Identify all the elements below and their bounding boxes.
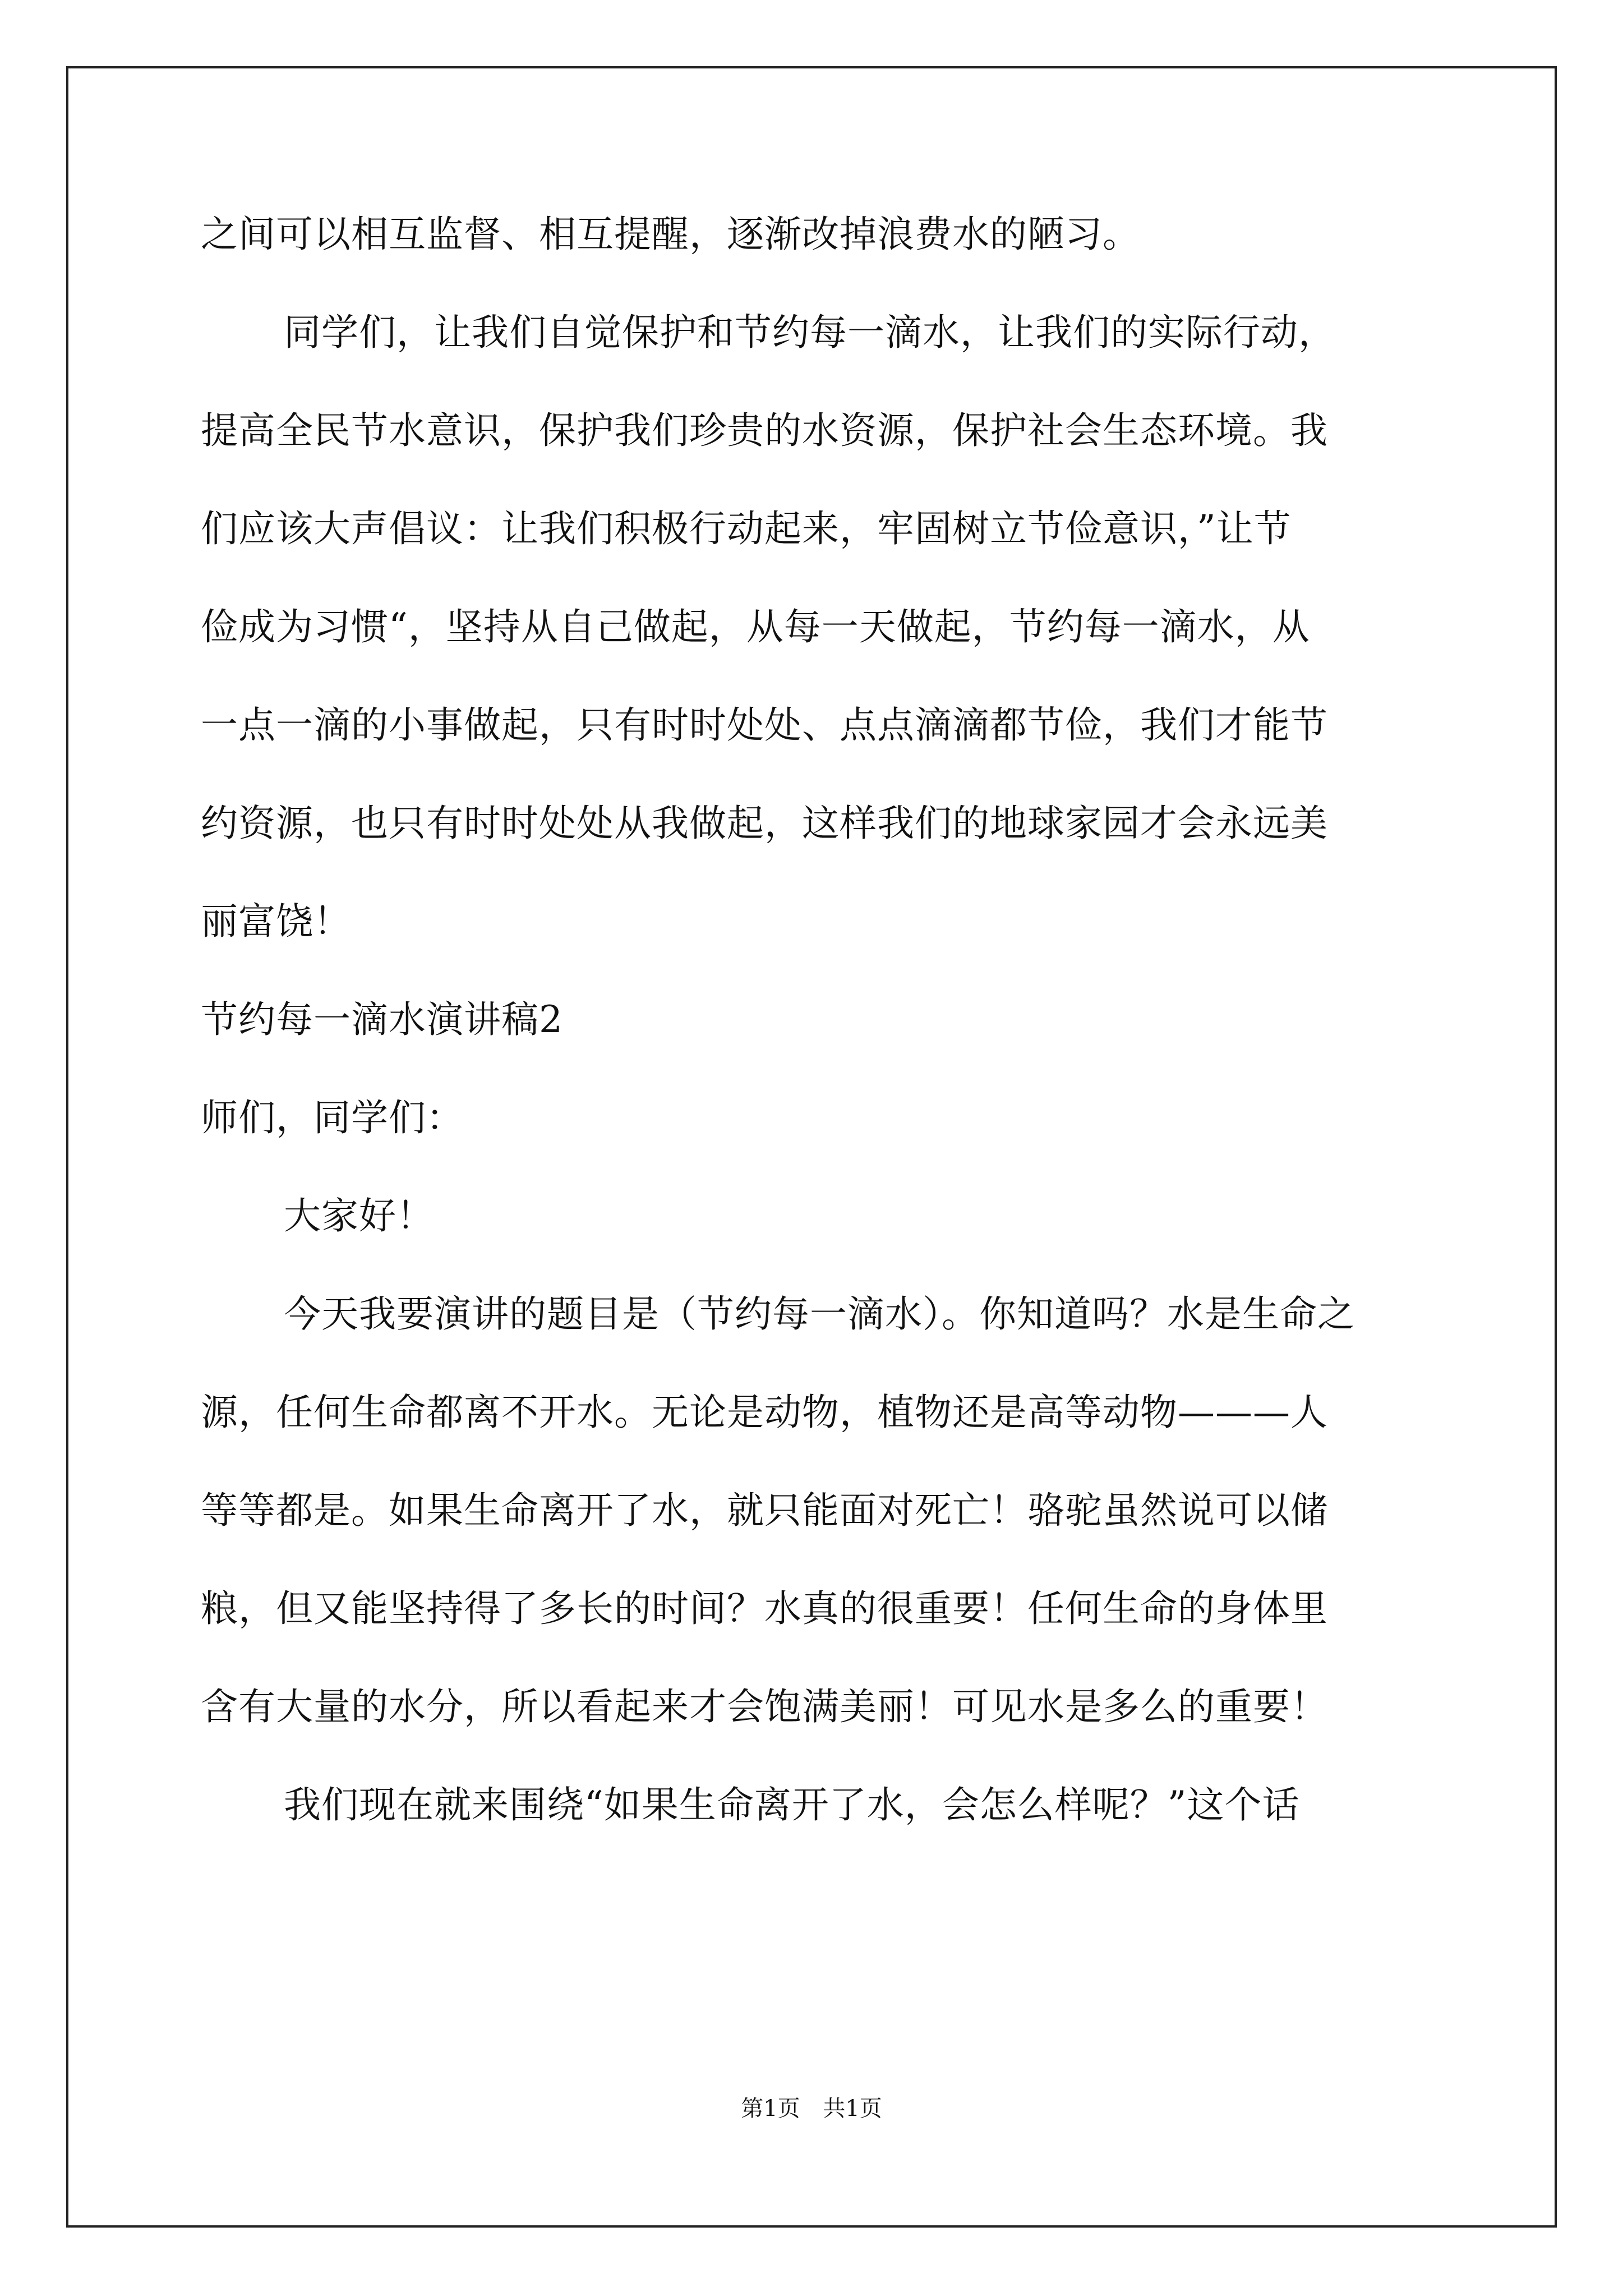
paragraph-line: 一点一滴的小事做起，只有时时处处、点点滴滴都节俭，我们才能节	[201, 703, 1328, 747]
page-border	[66, 66, 1557, 2228]
paragraph-line: 之间可以相互监督、相互提醒，逐渐改掉浪费水的陋习。	[201, 213, 1140, 256]
section-heading: 节约每一滴水演讲稿2	[201, 998, 563, 1041]
paragraph-line: 约资源，也只有时时处处从我做起，这样我们的地球家园才会永远美	[201, 802, 1328, 845]
paragraph-line: 今天我要演讲的题目是（节约每一滴水）。你知道吗？水是生命之	[284, 1292, 1355, 1336]
paragraph-line: 我们现在就来围绕“如果生命离开了水，会怎么样呢？”这个话	[284, 1783, 1300, 1826]
greeting: 大家好！	[284, 1194, 434, 1237]
salutation: 师们，同学们：	[201, 1096, 464, 1139]
paragraph-line: 粮，但又能坚持得了多长的时间？水真的很重要！任何生命的身体里	[201, 1587, 1328, 1630]
page-total: 共1页	[823, 2096, 882, 2122]
paragraph-line: 等等都是。如果生命离开了水，就只能面对死亡！骆驼虽然说可以储	[201, 1489, 1328, 1532]
paragraph-line: 同学们，让我们自觉保护和节约每一滴水，让我们的实际行动，	[284, 311, 1336, 354]
paragraph-line: 提高全民节水意识，保护我们珍贵的水资源，保护社会生态环境。我	[201, 409, 1328, 452]
paragraph-line: 源，任何生命都离不开水。无论是动物，植物还是高等动物———人	[201, 1391, 1328, 1434]
paragraph-line: 俭成为习惯“，坚持从自己做起，从每一天做起，节约每一滴水，从	[201, 605, 1310, 648]
paragraph-line: 们应该大声倡议：让我们积极行动起来，牢固树立节俭意识，”让节	[201, 507, 1292, 550]
paragraph-line: 含有大量的水分，所以看起来才会饱满美丽！可见水是多么的重要！	[201, 1685, 1328, 1728]
page-footer	[0, 2095, 1623, 2122]
paragraph-line: 丽富饶！	[201, 900, 351, 943]
page-number: 第1页	[741, 2096, 800, 2122]
